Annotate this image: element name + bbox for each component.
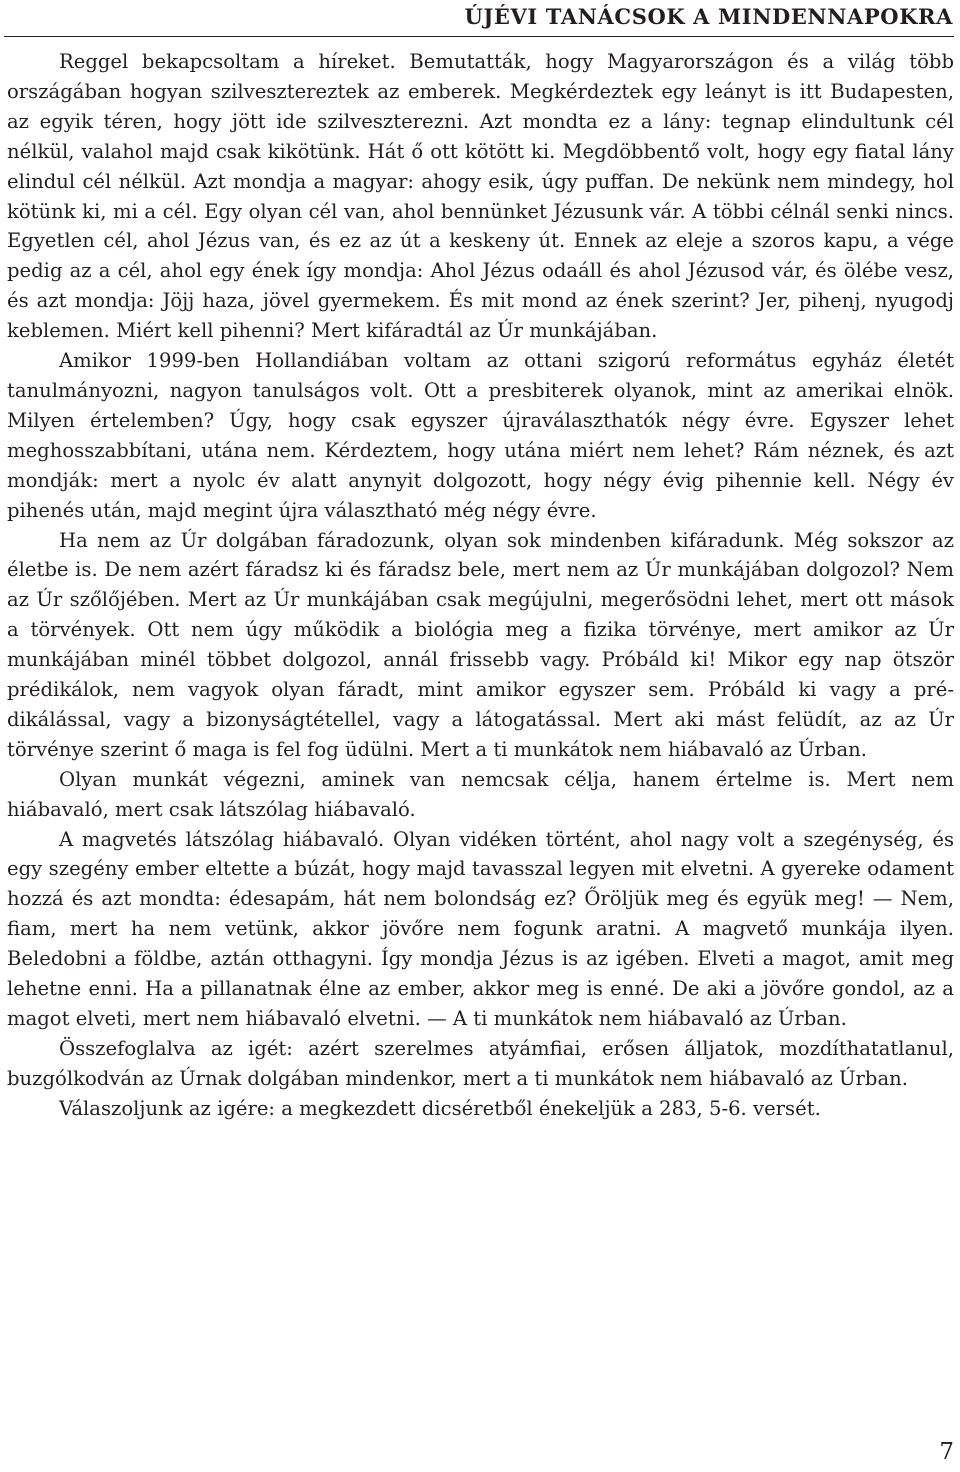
header-rule — [4, 36, 954, 37]
paragraph: Összefoglalva az igét: azért szerelmes atyámfiai, erősen álljatok, mozdíthatatlanul, buzgólkodván az Úrnak dolgában mindenkor, mert a ti munkátok nem hiábavaló az Úrban. — [7, 1036, 954, 1090]
paragraph: Reggel bekapcsoltam a híreket. Bemutatták, hogy Magyarországon és a világ több országában hogyan szilvesztereztek az emberek. Megkérdeztek egy leányt is itt Budapesten, az egyik téren, hogy jött ide szilveszterezni. Azt mondta ez a lány: tegnap elindultunk cél nélkül, valahol majd csak kikötünk. Hát ő ott kötött ki. Megdöbbentő volt, hogy egy fiatal lány elindul cél nélkül. Azt mondja a magyar: ahogy esik, úgy puffan. De nekünk nem mindegy, hol kötünk ki, mi a cél. Egy olyan cél van, ahol bennünket Jézusunk vár. A többi célnál senki nincs. Egyetlen cél, ahol Jézus van, és ez az út a keskeny út. Ennek az eleje a szoros kapu, a vége pedig az a cél, ahol egy ének így mondja: Ahol Jézus odaáll és ahol Jézusod vár, és ölébe vesz, és azt mondja: Jöjj haza, jövel gyermekem. És mit mond az ének szerint? Jer, pihenj, nyugodj keblemen. Miért kell pihenni? Mert kifáradtál az Úr munkájában. — [7, 50, 954, 343]
paragraph: Olyan munkát végezni, aminek van nemcsak célja, hanem értelme is. Mert nem hiábavaló, mert csak látszólag hiábavaló. — [7, 767, 954, 821]
page-number: 7 — [939, 1439, 954, 1465]
paragraph: Válaszoljunk az igére: a megkezdett dicséretből énekeljük a 283, 5-6. versét. — [59, 1096, 821, 1120]
body-text — [7, 47, 954, 1124]
paragraph: Ha nem az Úr dolgában fáradozunk, olyan sok mindenben kifáradunk. Még sokszor az életbe is. De nem azért fáradsz ki és fáradsz bele, mert nem az Úr munkájában dolgozol? Nem az Úr szőlőjében. Mert az Úr munkájában csak megújulni, megerősödni lehet, mert ott mások a törvények. Ott nem úgy működik a biológia meg a fizika törvénye, mert amikor az Úr munkájában minél többet dolgozol, annál frissebb vagy. Próbáld ki! Mikor egy nap ötször prédikálok, nem vagyok olyan fáradt, mint amikor egyszer sem. Próbáld ki vagy a prédikálással, vagy a bizonyságtétellel, vagy a látogatással. Mert aki mást felüdít, az az Úr törvénye szerint ő maga is fel fog üdülni. Mert a ti munkátok nem hiábavaló az Úrban. — [7, 528, 954, 761]
paragraph: A magvetés látszólag hiábavaló. Olyan vidéken történt, ahol nagy volt a szegénység, és egy szegény ember eltette a búzát, hogy majd tavasszal legyen mit elvetni. A gyereke odament hozzá és azt mondta: édesapám, hát nem bolondság ez? Őröljük meg és együk meg! — Nem, fiam, mert ha nem vetünk, akkor jövőre nem fogunk aratni. A magvető munkája ilyen. Beledobni a földbe, aztán otthagyni. Így mondja Jézus is az igében. Elveti a magot, amit meg lehetne enni. Ha a pillanatnak élne az ember, akkor meg is enné. De aki a jövőre gondol, az a magot elveti, mert nem hiábavaló elvetni. — A ti munkátok nem hiábavaló az Úrban. — [7, 827, 954, 1030]
running-header-title: ÚJÉVI TANÁCSOK A MINDENNAPOKRA — [464, 4, 953, 29]
paragraph: Amikor 1999-ben Hollandiában voltam az ottani szigorú református egyház életét tanulmányozni, nagyon tanulságos volt. Ott a presbiterek olyanok, mint az amerikai elnök. Milyen értelemben? Úgy, hogy csak egyszer újraválaszthatók négy évre. Egyszer lehet meghosszabbítani, utána nem. Kérdeztem, hogy utána miért nem lehet? Rám néznek, és azt mondják: mert a nyolc év alatt anynyit dolgozott, hogy négy évig pihennie kell. Négy év pihenés után, majd megint újra választható még négy évre. — [7, 349, 954, 522]
